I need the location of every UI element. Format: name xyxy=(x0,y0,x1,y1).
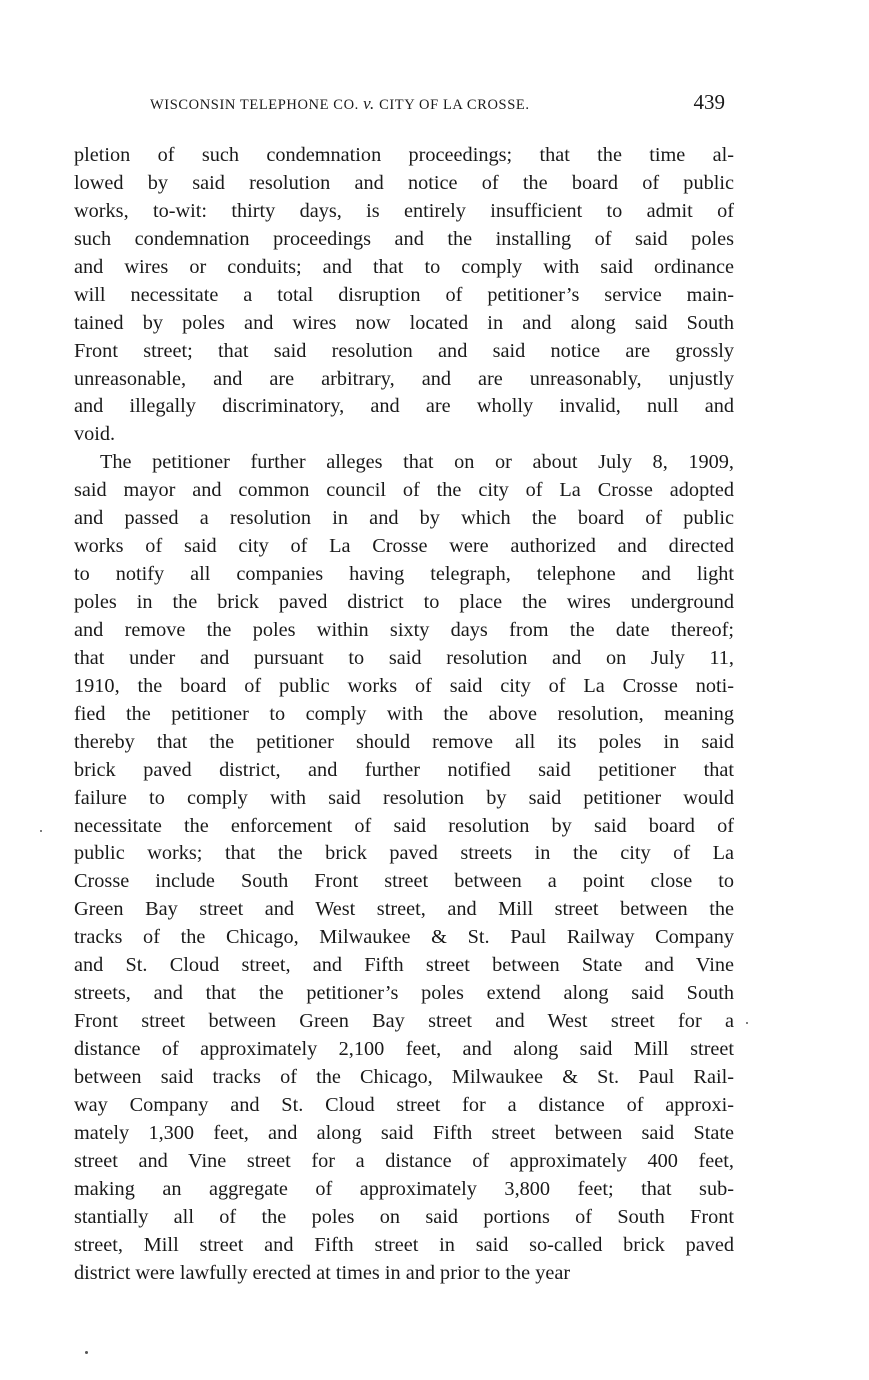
text-line: will necessitate a total disruption of petitioner’s service main- xyxy=(74,283,734,306)
text-line: pletion of such condemnation proceedings; that the time al- xyxy=(74,144,734,166)
text-line: and remove the poles within sixty days from the date thereof; xyxy=(74,618,734,641)
text-line: Crosse include South Front street between a point close to xyxy=(74,870,734,893)
text-line: works of said city of La Crosse were authorized and directed xyxy=(74,535,734,558)
paragraph xyxy=(74,142,734,449)
text-line: that under and pursuant to said resolution and on July 11, xyxy=(74,646,734,669)
text-line: said mayor and common council of the city of La Crosse adopted xyxy=(74,479,734,502)
text-line: Front street between Green Bay street and West street for a xyxy=(74,1010,734,1033)
text-line: street, Mill street and Fifth street in said so-called brick paved xyxy=(74,1233,734,1256)
text-line: stantially all of the poles on said portions of South Front xyxy=(74,1205,734,1228)
text-line: mately 1,300 feet, and along said Fifth street between said State xyxy=(74,1121,734,1144)
text-line: street and Vine street for a distance of approximately 400 feet, xyxy=(74,1149,734,1172)
text-line: necessitate the enforcement of said resolution by said board of xyxy=(74,814,734,837)
title-parties-right: CITY OF LA CROSSE. xyxy=(379,97,530,113)
text-line: thereby that the petitioner should remove all its poles in said xyxy=(74,730,734,753)
body-text xyxy=(74,142,734,1287)
text-line: and St. Cloud street, and Fifth street between State and Vine xyxy=(74,954,734,977)
text-line: fied the petitioner to comply with the above resolution, meaning xyxy=(74,702,734,725)
text-line: distance of approximately 2,100 feet, and along said Mill street xyxy=(74,1038,734,1060)
text-line: way Company and St. Cloud street for a distance of approxi- xyxy=(74,1093,734,1116)
text-line: The petitioner further alleges that on or about July 8, 1909, xyxy=(100,451,734,474)
text-line: void. xyxy=(74,423,116,446)
scan-speck xyxy=(746,1022,748,1024)
text-line: and passed a resolution in and by which the board of public xyxy=(74,507,734,530)
paragraph xyxy=(74,449,734,1287)
text-line: streets, and that the petitioner’s poles extend along said South xyxy=(74,982,734,1005)
text-line: tracks of the Chicago, Milwaukee & St. Paul Railway Company xyxy=(74,926,734,949)
text-line: Front street; that said resolution and said notice are grossly xyxy=(74,339,734,362)
text-line: such condemnation proceedings and the installing of said poles xyxy=(74,227,734,250)
text-line: lowed by said resolution and notice of the board of public xyxy=(74,171,734,194)
text-line: and wires or conduits; and that to comply with said ordinance xyxy=(74,255,734,278)
text-line: failure to comply with said resolution by said petitioner would xyxy=(74,786,734,809)
page-number: 439 xyxy=(693,90,725,114)
text-line: works, to-wit: thirty days, is entirely insufficient to admit of xyxy=(74,199,734,222)
text-line: poles in the brick paved district to place the wires underground xyxy=(74,591,734,613)
text-line: between said tracks of the Chicago, Milwaukee & St. Paul Rail- xyxy=(74,1065,734,1088)
text-line: district were lawfully erected at times in and prior to the year xyxy=(74,1261,571,1284)
text-line: public works; that the brick paved streets in the city of La xyxy=(74,842,734,865)
text-line: tained by poles and wires now located in and along said South xyxy=(74,311,734,334)
text-line: to notify all companies having telegraph, telephone and light xyxy=(74,563,734,586)
text-line: brick paved district, and further notified said petitioner that xyxy=(74,758,734,781)
running-title xyxy=(150,94,530,114)
text-line: unreasonable, and are arbitrary, and are unreasonably, unjustly xyxy=(74,367,734,390)
text-line: and illegally discriminatory, and are wholly invalid, null and xyxy=(74,395,734,418)
title-versus: v. xyxy=(363,94,375,113)
text-line: making an aggregate of approximately 3,800 feet; that sub- xyxy=(74,1177,734,1200)
scan-speck xyxy=(85,1351,88,1354)
text-line: 1910, the board of public works of said city of La Crosse noti- xyxy=(74,674,734,697)
running-head xyxy=(150,90,725,116)
scan-speck xyxy=(40,830,42,832)
text-line: Green Bay street and West street, and Mill street between the xyxy=(74,898,734,921)
title-parties-left: WISCONSIN TELEPHONE CO. xyxy=(150,97,359,113)
